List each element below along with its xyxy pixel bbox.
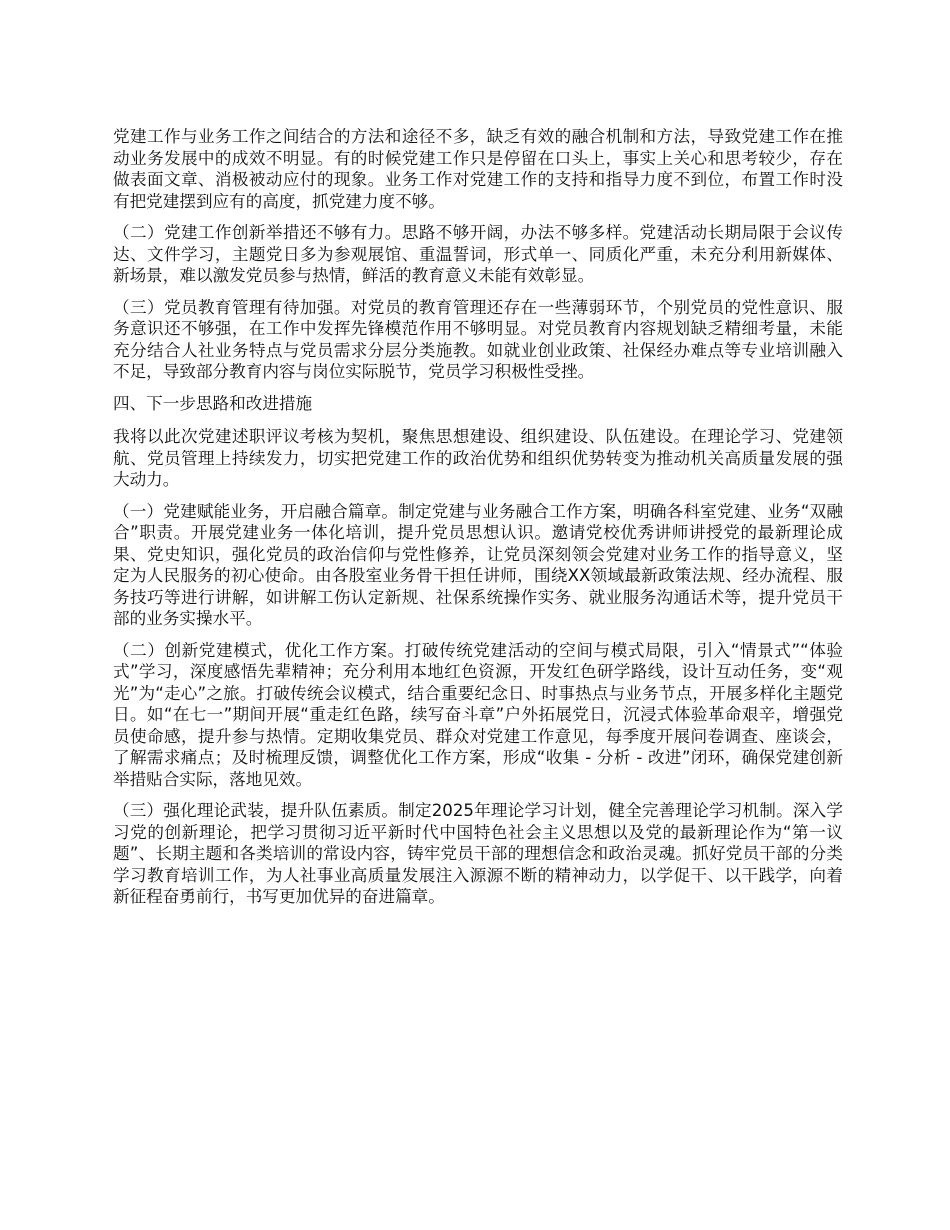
document-body [113, 126, 843, 918]
paragraph-theory-study: （三）强化理论武装，提升队伍素质。制定2025年理论学习计划，健全完善理论学习机制。深入学习党的创新理论，把学习贯彻习近平新时代中国特色社会主义思想以及党的最新理论作为“第一议题”、长期主题和各类培训的常设内容，铸牢党员干部的理想信念和政治灵魂。抓好党员干部的分类学习教育培训工作，为人社事业高质量发展注入源源不断的精神动力，以学促干、以干践学，向着新征程奋勇前行，书写更加优异的奋进篇章。 [113, 801, 843, 906]
paragraph-party-work-integration: 党建工作与业务工作之间结合的方法和途径不多，缺乏有效的融合机制和方法，导致党建工作在推动业务发展中的成效不明显。有的时候党建工作只是停留在口头上，事实上关心和思考较少，存在做表面文章、消极被动应付的现象。业务工作对党建工作的支持和指导力度不到位，布置工作时没有把党建摆到应有的高度，抓党建力度不够。 [113, 127, 843, 211]
paragraph-innovation-measures: （二）党建工作创新举措还不够有力。思路不够开阔，办法不够多样。党建活动长期局限于会议传达、文件学习，主题党日多为参观展馆、重温誓词，形式单一、同质化严重，未充分利用新媒体、新场景，难以激发党员参与热情，鲜活的教育意义未能有效彰显。 [113, 223, 843, 285]
paragraph-member-education: （三）党员教育管理有待加强。对党员的教育管理还存在一些薄弱环节，个别党员的党性意识、服务意识还不够强，在工作中发挥先锋模范作用不够明显。对党员教育内容规划缺乏精细考量，未能充分结合人社业务特点与党员需求分层分类施教。如就业创业政策、社保经办难点等专业培训融入不足，导致部分教育内容与岗位实际脱节，党员学习积极性受挫。 [113, 297, 843, 381]
paragraph-empower-business: （一）党建赋能业务，开启融合篇章。制定党建与业务融合工作方案，明确各科室党建、业务“双融合”职责。开展党建业务一体化培训，提升党员思想认识。邀请党校优秀讲师讲授党的最新理论成果、党史知识，强化党员的政治信仰与党性修养，让党员深刻领会党建对业务工作的指导意义，坚定为人民服务的初心使命。由各股室业务骨干担任讲师，围绕XX领域最新政策法规、经办流程、服务技巧等进行讲解，如讲解工伤认定新规、社保系统操作实务、就业服务沟通话术等，提升党员干部的业务实操水平。 [113, 501, 843, 628]
paragraph-innovate-model: （二）创新党建模式，优化工作方案。打破传统党建活动的空间与模式局限，引入“情景式”“体验式”学习，深度感悟先辈精神；充分利用本地红色资源，开发红色研学路线，设计互动任务，变“观光”为“走心”之旅。打破传统会议模式，结合重要纪念日、时事热点与业务节点，开展多样化主题党日。如“在七一”期间开展“重走红色路，续写奋斗章”户外拓展党日，沉浸式体验革命艰辛，增强党员使命感，提升参与热情。定期收集党员、群众对党建工作意见，每季度开展问卷调查、座谈会，了解需求痛点；及时梳理反馈，调整优化工作方案，形成“收集 - 分析 - 改进”闭环，确保党建创新举措贴合实际，落地见效。 [113, 640, 843, 789]
section-heading-next-steps: 四、下一步思路和改进措施 [113, 393, 313, 413]
paragraph-next-steps-intro: 我将以此次党建述职评议考核为契机，聚焦思想建设、组织建设、队伍建设。在理论学习、党建领航、党员管理上持续发力，切实把党建工作的政治优势和组织优势转变为推动机关高质量发展的强大动力。 [113, 427, 843, 489]
